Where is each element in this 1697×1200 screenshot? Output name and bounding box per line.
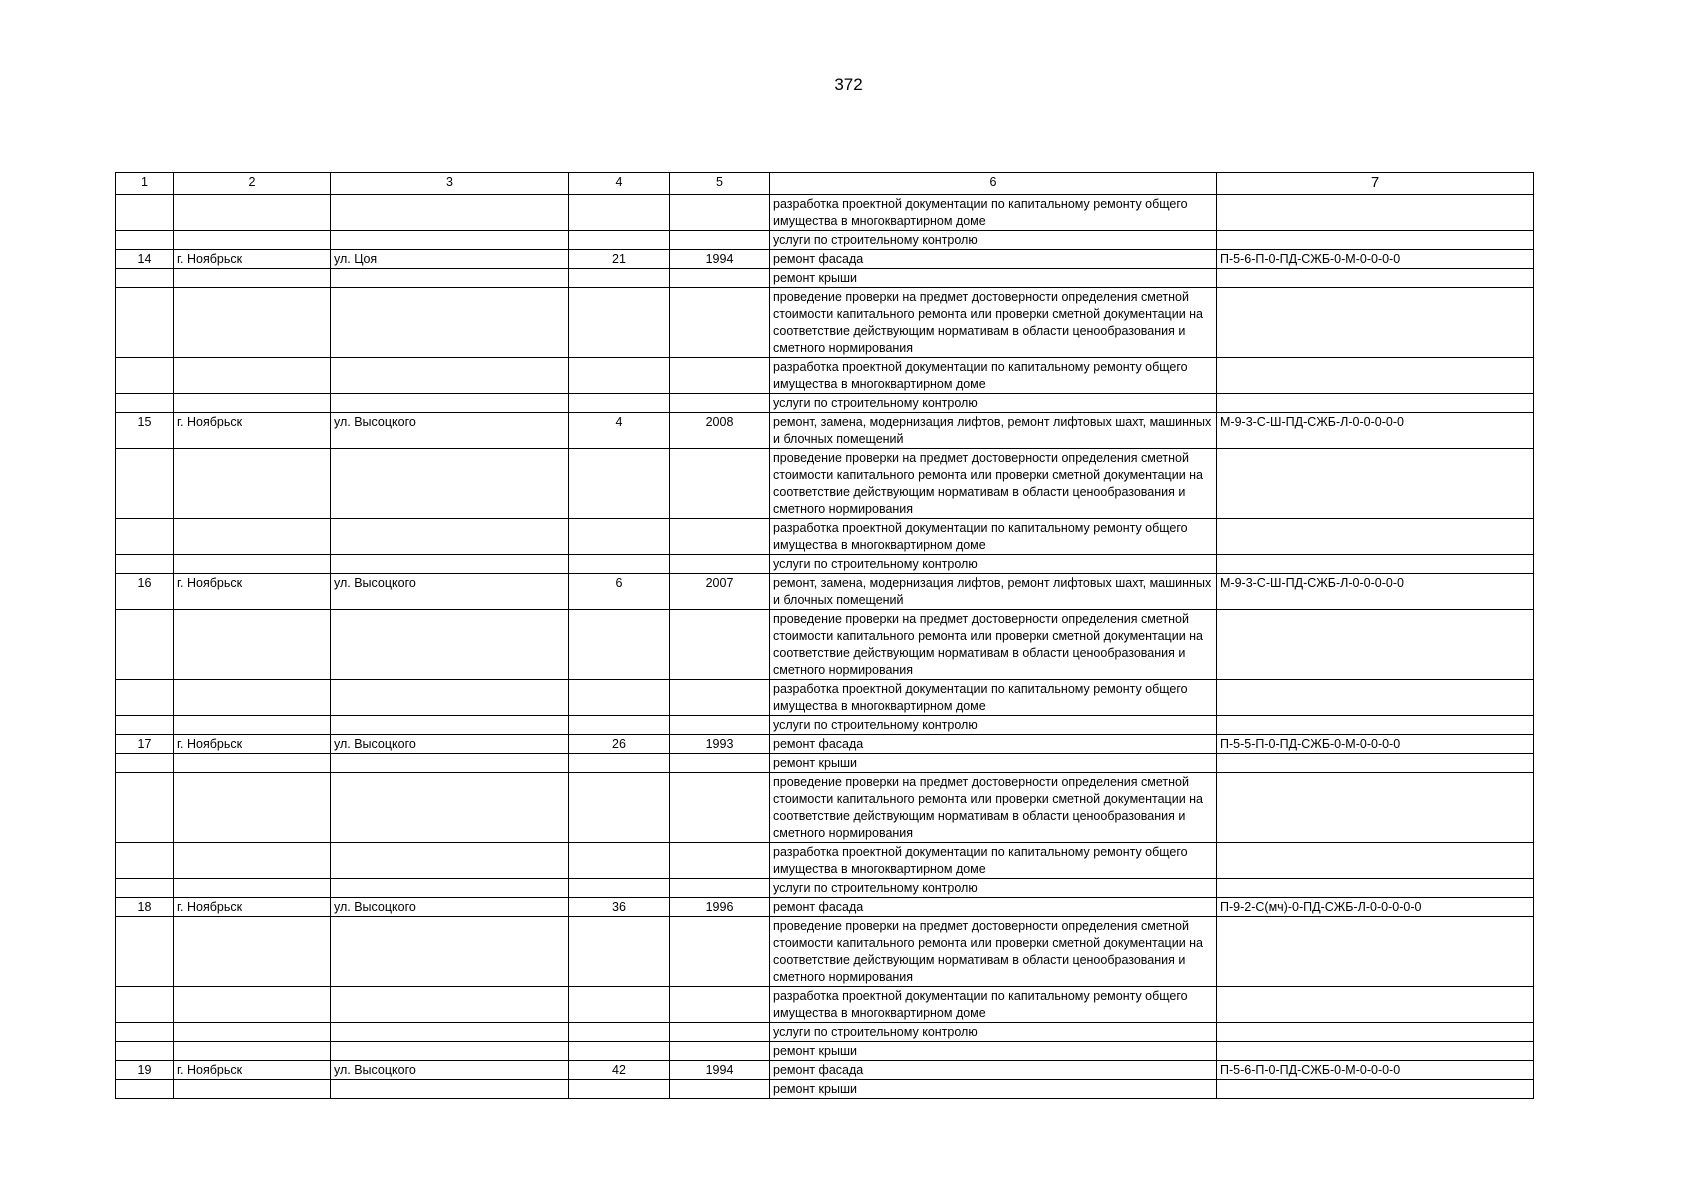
cell-street	[331, 773, 569, 843]
table-row	[116, 1080, 1534, 1099]
cell-year	[670, 449, 770, 519]
cell-street	[331, 754, 569, 773]
cell-house-number	[569, 519, 670, 555]
cell-city	[174, 555, 331, 574]
cell-year	[670, 773, 770, 843]
cell-street	[331, 231, 569, 250]
column-header-5: 5	[670, 173, 770, 195]
cell-building-code	[1217, 879, 1534, 898]
cell-house-number	[569, 1023, 670, 1042]
cell-building-code	[1217, 195, 1534, 231]
cell-city	[174, 1042, 331, 1061]
cell-street	[331, 288, 569, 358]
cell-work-type: разработка проектной документации по капитальному ремонту общего имущества в многоквартирном доме	[770, 987, 1217, 1023]
table-row	[116, 843, 1534, 879]
cell-work-type: проведение проверки на предмет достоверности определения сметной стоимости капитального ремонта или проверки сметной документации на соответствие действующим нормативам в области ценообразования и сметного нормирования	[770, 449, 1217, 519]
cell-house-number: 42	[569, 1061, 670, 1080]
repair-program-table	[115, 172, 1534, 1099]
cell-year	[670, 917, 770, 987]
cell-year	[670, 843, 770, 879]
cell-item-number	[116, 269, 174, 288]
cell-city	[174, 269, 331, 288]
cell-work-type: проведение проверки на предмет достоверности определения сметной стоимости капитального ремонта или проверки сметной документации на соответствие действующим нормативам в области ценообразования и сметного нормирования	[770, 610, 1217, 680]
cell-city: г. Ноябрьск	[174, 735, 331, 754]
cell-city	[174, 610, 331, 680]
cell-city	[174, 680, 331, 716]
cell-building-code	[1217, 773, 1534, 843]
cell-street: ул. Высоцкого	[331, 1061, 569, 1080]
cell-building-code	[1217, 394, 1534, 413]
cell-house-number: 6	[569, 574, 670, 610]
cell-building-code	[1217, 288, 1534, 358]
column-header-2: 2	[174, 173, 331, 195]
table-row	[116, 610, 1534, 680]
cell-item-number	[116, 1042, 174, 1061]
table-row	[116, 358, 1534, 394]
cell-year	[670, 1023, 770, 1042]
cell-year	[670, 288, 770, 358]
cell-work-type: ремонт крыши	[770, 754, 1217, 773]
cell-street	[331, 555, 569, 574]
cell-street	[331, 843, 569, 879]
table-row	[116, 413, 1534, 449]
cell-house-number	[569, 449, 670, 519]
cell-item-number	[116, 1080, 174, 1099]
cell-work-type: разработка проектной документации по капитальному ремонту общего имущества в многоквартирном доме	[770, 519, 1217, 555]
cell-building-code	[1217, 449, 1534, 519]
cell-work-type: услуги по строительному контролю	[770, 555, 1217, 574]
cell-work-type: услуги по строительному контролю	[770, 879, 1217, 898]
cell-house-number: 36	[569, 898, 670, 917]
cell-building-code: П-9-2-С(мч)-0-ПД-СЖБ-Л-0-0-0-0-0	[1217, 898, 1534, 917]
cell-house-number	[569, 195, 670, 231]
cell-work-type: проведение проверки на предмет достоверности определения сметной стоимости капитального ремонта или проверки сметной документации на соответствие действующим нормативам в области ценообразования и сметного нормирования	[770, 288, 1217, 358]
cell-work-type: проведение проверки на предмет достоверности определения сметной стоимости капитального ремонта или проверки сметной документации на соответствие действующим нормативам в области ценообразования и сметного нормирования	[770, 773, 1217, 843]
table-row	[116, 1061, 1534, 1080]
cell-work-type: ремонт фасада	[770, 735, 1217, 754]
cell-street	[331, 195, 569, 231]
cell-house-number	[569, 555, 670, 574]
page-number: 372	[834, 75, 863, 94]
table-body	[116, 195, 1534, 1099]
cell-year	[670, 195, 770, 231]
cell-building-code	[1217, 716, 1534, 735]
cell-item-number	[116, 555, 174, 574]
table-row	[116, 288, 1534, 358]
cell-work-type: услуги по строительному контролю	[770, 1023, 1217, 1042]
cell-item-number	[116, 879, 174, 898]
cell-city	[174, 394, 331, 413]
cell-house-number	[569, 231, 670, 250]
cell-street: ул. Высоцкого	[331, 898, 569, 917]
cell-house-number	[569, 680, 670, 716]
cell-work-type: услуги по строительному контролю	[770, 716, 1217, 735]
cell-item-number	[116, 195, 174, 231]
table-row	[116, 519, 1534, 555]
cell-item-number	[116, 610, 174, 680]
cell-house-number: 21	[569, 250, 670, 269]
cell-city	[174, 716, 331, 735]
cell-building-code	[1217, 1042, 1534, 1061]
cell-street	[331, 358, 569, 394]
cell-item-number	[116, 358, 174, 394]
cell-city	[174, 754, 331, 773]
cell-city	[174, 449, 331, 519]
cell-building-code	[1217, 917, 1534, 987]
cell-work-type: ремонт, замена, модернизация лифтов, ремонт лифтовых шахт, машинных и блочных помещений	[770, 574, 1217, 610]
cell-building-code	[1217, 987, 1534, 1023]
cell-city: г. Ноябрьск	[174, 898, 331, 917]
cell-house-number	[569, 917, 670, 987]
cell-street: ул. Высоцкого	[331, 413, 569, 449]
cell-item-number	[116, 716, 174, 735]
cell-building-code	[1217, 1080, 1534, 1099]
table-row	[116, 917, 1534, 987]
cell-item-number: 15	[116, 413, 174, 449]
cell-year	[670, 231, 770, 250]
cell-street	[331, 269, 569, 288]
cell-building-code	[1217, 754, 1534, 773]
cell-year	[670, 987, 770, 1023]
cell-item-number	[116, 231, 174, 250]
cell-building-code	[1217, 610, 1534, 680]
cell-building-code	[1217, 358, 1534, 394]
column-header-4: 4	[569, 173, 670, 195]
cell-item-number: 18	[116, 898, 174, 917]
cell-street	[331, 716, 569, 735]
cell-work-type: разработка проектной документации по капитальному ремонту общего имущества в многоквартирном доме	[770, 358, 1217, 394]
cell-building-code	[1217, 269, 1534, 288]
cell-street	[331, 519, 569, 555]
table-row	[116, 987, 1534, 1023]
table-row	[116, 269, 1534, 288]
cell-street: ул. Высоцкого	[331, 574, 569, 610]
cell-street	[331, 1023, 569, 1042]
cell-work-type: ремонт фасада	[770, 1061, 1217, 1080]
cell-item-number	[116, 288, 174, 358]
cell-street	[331, 680, 569, 716]
cell-item-number: 19	[116, 1061, 174, 1080]
cell-item-number	[116, 987, 174, 1023]
cell-work-type: ремонт фасада	[770, 898, 1217, 917]
column-header-3: 3	[331, 173, 569, 195]
table-row	[116, 754, 1534, 773]
cell-city	[174, 987, 331, 1023]
cell-building-code	[1217, 555, 1534, 574]
cell-city: г. Ноябрьск	[174, 1061, 331, 1080]
cell-building-code	[1217, 843, 1534, 879]
table-row	[116, 449, 1534, 519]
table-row	[116, 773, 1534, 843]
cell-street	[331, 449, 569, 519]
cell-street: ул. Высоцкого	[331, 735, 569, 754]
cell-work-type: ремонт фасада	[770, 250, 1217, 269]
cell-building-code: П-5-6-П-0-ПД-СЖБ-0-М-0-0-0-0	[1217, 250, 1534, 269]
cell-street: ул. Цоя	[331, 250, 569, 269]
cell-year	[670, 358, 770, 394]
cell-city: г. Ноябрьск	[174, 574, 331, 610]
cell-street	[331, 987, 569, 1023]
cell-work-type: ремонт крыши	[770, 1080, 1217, 1099]
column-header-6: 6	[770, 173, 1217, 195]
cell-house-number	[569, 1042, 670, 1061]
cell-house-number	[569, 1080, 670, 1099]
table-row	[116, 1042, 1534, 1061]
cell-house-number	[569, 358, 670, 394]
table-row	[116, 394, 1534, 413]
cell-year	[670, 555, 770, 574]
cell-city	[174, 917, 331, 987]
cell-year	[670, 610, 770, 680]
cell-year	[670, 269, 770, 288]
table-row	[116, 716, 1534, 735]
cell-item-number: 17	[116, 735, 174, 754]
cell-work-type: ремонт крыши	[770, 1042, 1217, 1061]
column-header-1: 1	[116, 173, 174, 195]
cell-item-number	[116, 843, 174, 879]
cell-year	[670, 519, 770, 555]
table-row	[116, 735, 1534, 754]
cell-item-number	[116, 773, 174, 843]
cell-year: 1993	[670, 735, 770, 754]
cell-work-type: проведение проверки на предмет достоверности определения сметной стоимости капитального ремонта или проверки сметной документации на соответствие действующим нормативам в области ценообразования и сметного нормирования	[770, 917, 1217, 987]
cell-year: 1996	[670, 898, 770, 917]
cell-work-type: ремонт крыши	[770, 269, 1217, 288]
cell-street	[331, 394, 569, 413]
cell-item-number	[116, 519, 174, 555]
cell-year	[670, 716, 770, 735]
cell-city	[174, 195, 331, 231]
table-row	[116, 680, 1534, 716]
cell-city	[174, 843, 331, 879]
table-row	[116, 231, 1534, 250]
cell-work-type: услуги по строительному контролю	[770, 231, 1217, 250]
cell-building-code	[1217, 519, 1534, 555]
table-row	[116, 250, 1534, 269]
cell-building-code	[1217, 680, 1534, 716]
table-row	[116, 879, 1534, 898]
cell-year	[670, 1042, 770, 1061]
cell-year	[670, 394, 770, 413]
table-row	[116, 898, 1534, 917]
cell-year: 1994	[670, 1061, 770, 1080]
cell-year	[670, 879, 770, 898]
cell-item-number	[116, 394, 174, 413]
cell-house-number	[569, 879, 670, 898]
cell-street	[331, 1080, 569, 1099]
cell-work-type: разработка проектной документации по капитальному ремонту общего имущества в многоквартирном доме	[770, 843, 1217, 879]
cell-city: г. Ноябрьск	[174, 413, 331, 449]
cell-city	[174, 1023, 331, 1042]
cell-work-type: ремонт, замена, модернизация лифтов, ремонт лифтовых шахт, машинных и блочных помещений	[770, 413, 1217, 449]
cell-city	[174, 358, 331, 394]
cell-year	[670, 680, 770, 716]
cell-house-number	[569, 987, 670, 1023]
cell-work-type: услуги по строительному контролю	[770, 394, 1217, 413]
cell-building-code: П-5-6-П-0-ПД-СЖБ-0-М-0-0-0-0	[1217, 1061, 1534, 1080]
cell-building-code	[1217, 1023, 1534, 1042]
cell-street	[331, 879, 569, 898]
cell-city	[174, 519, 331, 555]
table-row	[116, 574, 1534, 610]
cell-item-number	[116, 917, 174, 987]
cell-building-code	[1217, 231, 1534, 250]
cell-item-number	[116, 754, 174, 773]
cell-item-number	[116, 1023, 174, 1042]
cell-house-number	[569, 288, 670, 358]
cell-work-type: разработка проектной документации по капитальному ремонту общего имущества в многоквартирном доме	[770, 195, 1217, 231]
cell-item-number	[116, 449, 174, 519]
cell-year	[670, 754, 770, 773]
cell-year: 1994	[670, 250, 770, 269]
cell-street	[331, 1042, 569, 1061]
cell-city	[174, 1080, 331, 1099]
cell-house-number	[569, 610, 670, 680]
cell-street	[331, 917, 569, 987]
table-header-row	[116, 173, 1534, 195]
cell-house-number	[569, 269, 670, 288]
cell-house-number	[569, 716, 670, 735]
cell-year: 2007	[670, 574, 770, 610]
table-row	[116, 555, 1534, 574]
table-row	[116, 195, 1534, 231]
cell-city: г. Ноябрьск	[174, 250, 331, 269]
cell-house-number	[569, 843, 670, 879]
cell-building-code: П-5-5-П-0-ПД-СЖБ-0-М-0-0-0-0	[1217, 735, 1534, 754]
cell-city	[174, 773, 331, 843]
cell-city	[174, 288, 331, 358]
cell-building-code: М-9-3-С-Ш-ПД-СЖБ-Л-0-0-0-0-0	[1217, 413, 1534, 449]
cell-year: 2008	[670, 413, 770, 449]
cell-house-number	[569, 394, 670, 413]
cell-item-number: 16	[116, 574, 174, 610]
table-row	[116, 1023, 1534, 1042]
cell-item-number: 14	[116, 250, 174, 269]
cell-house-number: 26	[569, 735, 670, 754]
cell-house-number	[569, 773, 670, 843]
cell-street	[331, 610, 569, 680]
cell-building-code: М-9-3-С-Ш-ПД-СЖБ-Л-0-0-0-0-0	[1217, 574, 1534, 610]
cell-year	[670, 1080, 770, 1099]
cell-house-number: 4	[569, 413, 670, 449]
cell-city	[174, 231, 331, 250]
cell-city	[174, 879, 331, 898]
column-header-7: 7	[1217, 173, 1534, 195]
cell-item-number	[116, 680, 174, 716]
cell-work-type: разработка проектной документации по капитальному ремонту общего имущества в многоквартирном доме	[770, 680, 1217, 716]
cell-house-number	[569, 754, 670, 773]
